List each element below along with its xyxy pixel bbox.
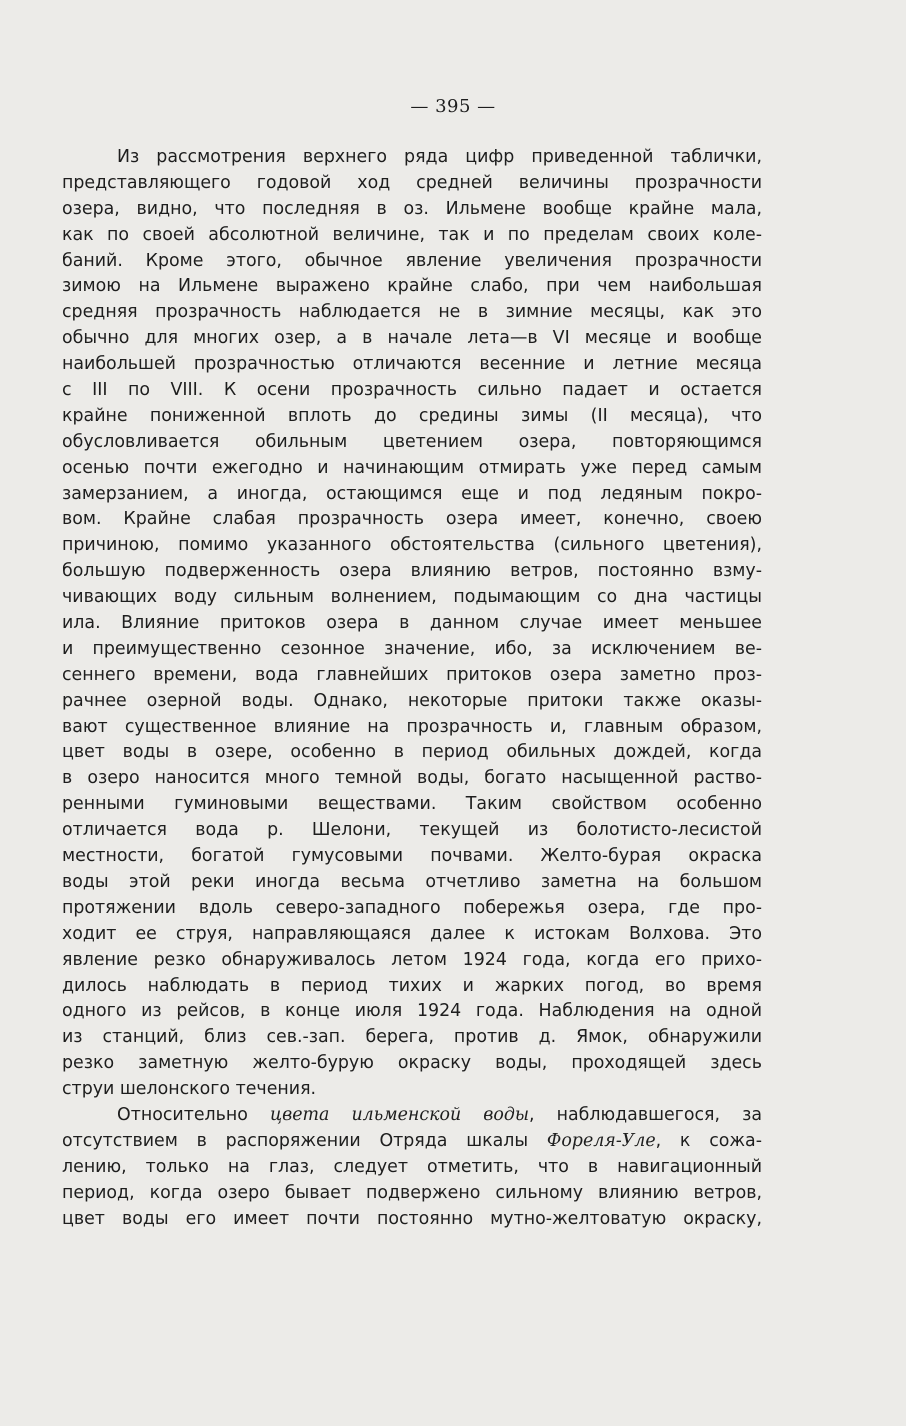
text-run: , наблюдавшегося, за bbox=[529, 1104, 762, 1125]
text-line: большую подверженность озера влиянию ветров, постоянно взму- bbox=[62, 561, 762, 582]
emphasis-text: Фореля-Уле bbox=[546, 1130, 656, 1151]
text-line: озера, видно, что последняя в оз. Ильмене вообще крайне мала, bbox=[62, 198, 762, 219]
text-line: резко заметную желто-бурую окраску воды, проходящей здесь bbox=[62, 1053, 762, 1074]
text-line: баний. Кроме этого, обычное явление увеличения прозрачности bbox=[62, 250, 762, 271]
text-line: Из рассмотрения верхнего ряда цифр приведенной таблички, bbox=[117, 147, 762, 167]
text-line: местности, богатой гумусовыми почвами. Желто-бурая окраска bbox=[62, 846, 762, 867]
text-line: вом. Крайне слабая прозрачность озера имеет, конечно, своею bbox=[62, 509, 762, 530]
paragraph-2 bbox=[62, 1103, 762, 1232]
text-line: сеннего времени, вода главнейших притоков озера заметно проз- bbox=[62, 664, 762, 685]
text-line: отличается вода р. Шелони, текущей из болотисто-лесистой bbox=[62, 820, 762, 841]
text-line: рачнее озерной воды. Однако, некоторые притоки также оказы- bbox=[62, 690, 762, 711]
text-line: струи шелонского течения. bbox=[62, 1079, 317, 1100]
text-run: Относительно bbox=[117, 1104, 248, 1125]
text-line: причиною, помимо указанного обстоятельства (сильного цветения), bbox=[62, 535, 762, 556]
body-text bbox=[62, 145, 762, 1232]
text-line: вают существенное влияние на прозрачность и, главным образом, bbox=[62, 716, 762, 737]
text-line bbox=[62, 1103, 762, 1129]
text-line: осенью почти ежегодно и начинающим отмирать уже перед самым bbox=[62, 457, 762, 478]
text-line: наибольшей прозрачностью отличаются весенние и летние месяца bbox=[62, 354, 762, 375]
text-line: цвет воды его имеет почти постоянно мутно-желтоватую окраску, bbox=[62, 1208, 762, 1229]
text-line bbox=[62, 1129, 762, 1155]
text-line: из станций, близ сев.-зап. берега, против д. Ямок, обнаружили bbox=[62, 1027, 762, 1048]
text-line: ила. Влияние притоков озера в данном случае имеет меньшее bbox=[62, 613, 762, 634]
text-line: период, когда озеро бывает подвержено сильному влиянию ветров, bbox=[62, 1182, 762, 1203]
text-line: воды этой реки иногда весьма отчетливо заметна на большом bbox=[62, 871, 762, 892]
text-line: одного из рейсов, в конце июля 1924 года. Наблюдения на одной bbox=[62, 1001, 762, 1022]
paragraph-1 bbox=[62, 145, 762, 1103]
text-run: отсутствием в распоряжении Отряда шкалы bbox=[62, 1130, 529, 1151]
text-line: представляющего годовой ход средней величины прозрачности bbox=[62, 172, 762, 193]
text-line: чивающих воду сильным волнением, подымающим со дна частицы bbox=[62, 587, 762, 608]
text-line: в озеро наносится много темной воды, богато насыщенной раство- bbox=[62, 768, 762, 789]
text-line: крайне пониженной вплоть до средины зимы (II месяца), что bbox=[62, 405, 762, 426]
text-line: цвет воды в озере, особенно в период обильных дождей, когда bbox=[62, 742, 762, 763]
text-line: явление резко обнаруживалось летом 1924 года, когда его прихо- bbox=[62, 949, 762, 970]
text-line: протяжении вдоль северо-западного побережья озера, где про- bbox=[62, 897, 762, 918]
text-line: и преимущественно сезонное значение, ибо, за исключением ве- bbox=[62, 638, 762, 659]
text-line: как по своей абсолютной величине, так и по пределам своих коле- bbox=[62, 224, 762, 245]
text-line: с III по VIII. К осени прозрачность сильно падает и остается bbox=[62, 380, 762, 401]
emphasis-text: цвета ильменской воды bbox=[269, 1104, 530, 1125]
text-line: лению, только на глаз, следует отметить, что в навигационный bbox=[62, 1156, 762, 1177]
text-line: обусловливается обильным цветением озера, повторяющимся bbox=[62, 431, 762, 452]
text-line: зимою на Ильмене выражено крайне слабо, при чем наибольшая bbox=[62, 276, 762, 297]
text-line: средняя прозрачность наблюдается не в зимние месяцы, как это bbox=[62, 302, 762, 323]
text-line: обычно для многих озер, а в начале лета—в VI месяце и вообще bbox=[62, 328, 762, 349]
text-line: дилось наблюдать в период тихих и жарких погод, во время bbox=[62, 975, 762, 996]
text-run: , к сожа- bbox=[655, 1130, 762, 1151]
text-line: ренными гуминовыми веществами. Таким свойством особенно bbox=[62, 794, 762, 815]
text-line: замерзанием, а иногда, остающимся еще и под ледяным покро- bbox=[62, 483, 762, 504]
text-line: ходит ее струя, направляющаяся далее к истокам Волхова. Это bbox=[62, 923, 762, 944]
page-number: — 395 — bbox=[410, 96, 496, 117]
